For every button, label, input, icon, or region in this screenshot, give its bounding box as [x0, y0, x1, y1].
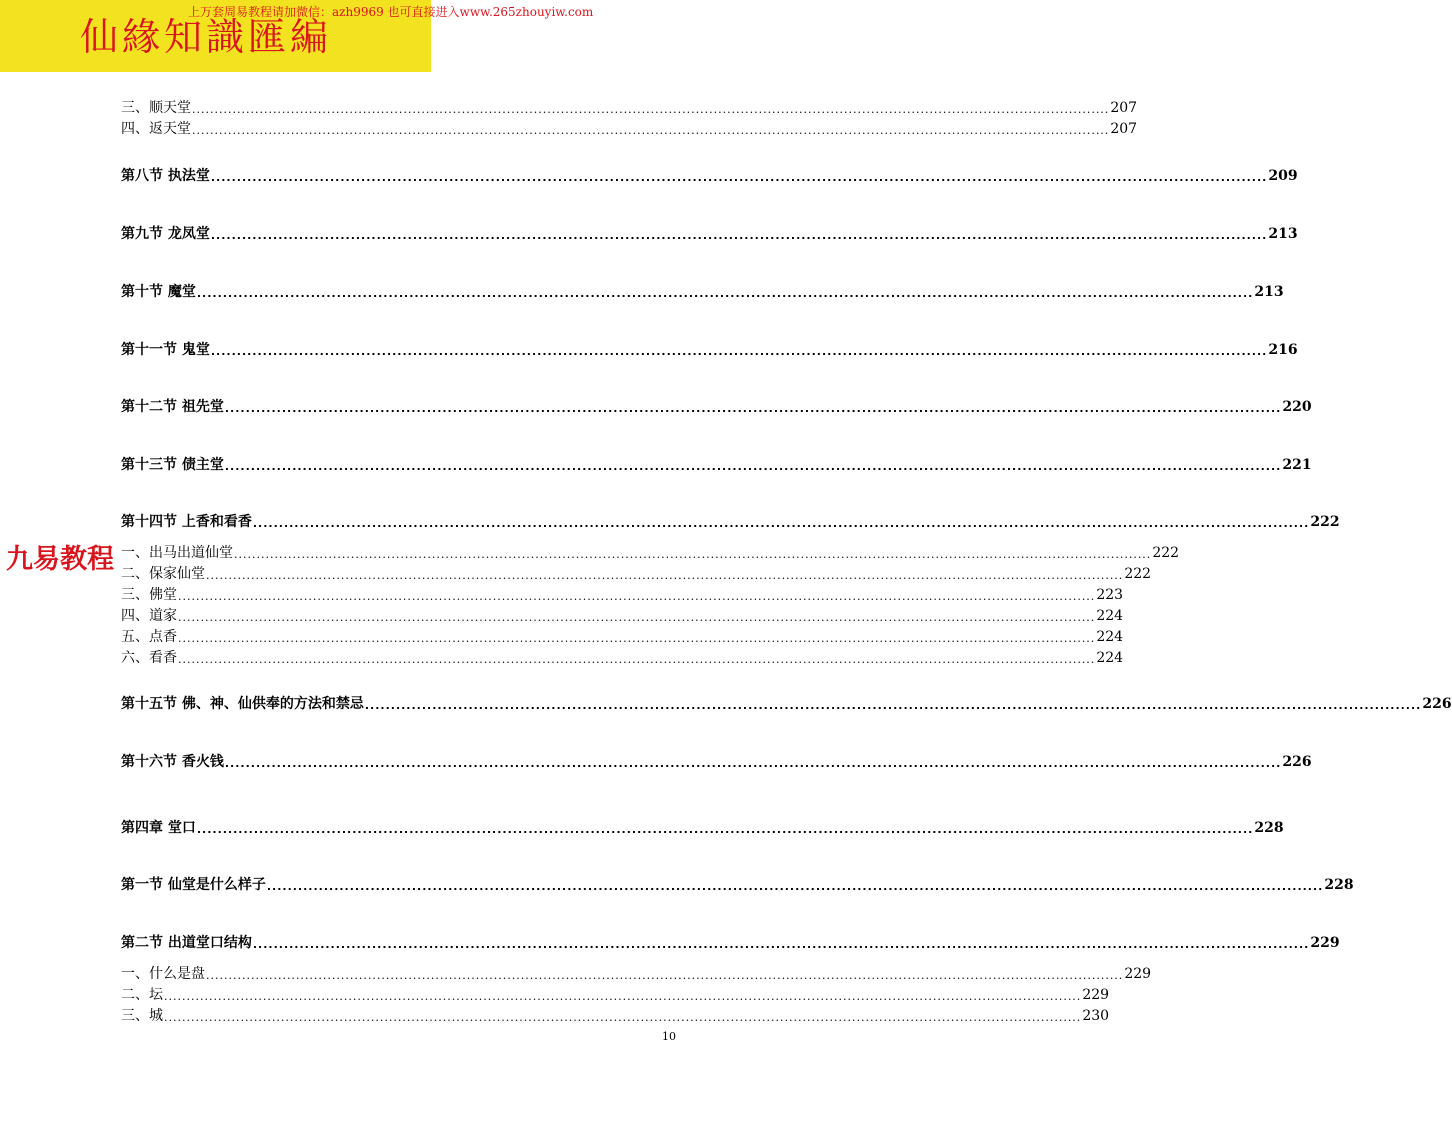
- toc-entry-label: 二、坛: [121, 987, 163, 1003]
- toc-leader: ............................................................................................................................................................................................................: [364, 699, 1422, 712]
- toc-entry-label: 四、道家: [121, 608, 177, 624]
- toc-entry-label: 第十六节 香火钱: [121, 754, 224, 770]
- toc-entry-label: 一、什么是盘: [121, 966, 205, 982]
- toc-entry-section[interactable]: [121, 165, 1298, 185]
- toc-entry[interactable]: [121, 984, 1110, 1004]
- toc-leader: ............................................................................................................................................................................................................: [178, 590, 1096, 603]
- toc-entry-section[interactable]: [121, 874, 1354, 894]
- toc-entry-page: 223: [1096, 587, 1124, 603]
- toc-entry-page: 221: [1282, 457, 1312, 473]
- toc-entry-label: 四、返天堂: [121, 121, 191, 137]
- toc-entry-section[interactable]: [121, 339, 1298, 359]
- toc-entry-section[interactable]: [121, 281, 1284, 301]
- toc-entry-page: 228: [1254, 820, 1284, 836]
- toc-leader: ............................................................................................................................................................................................................: [224, 460, 1282, 473]
- toc-entry-page: 207: [1110, 121, 1138, 137]
- banner-title: 仙緣知識匯編: [80, 15, 333, 59]
- toc-entry-label: 二、保家仙堂: [121, 566, 205, 582]
- toc-entry[interactable]: [121, 97, 1138, 117]
- toc-entry-page: 222: [1124, 566, 1152, 582]
- toc-entry-label: 第十节 魔堂: [121, 284, 196, 300]
- toc-leader: ............................................................................................................................................................................................................: [266, 880, 1324, 893]
- toc-entry[interactable]: [121, 584, 1124, 604]
- toc-entry-section[interactable]: [121, 454, 1312, 474]
- toc-entry-page: 224: [1096, 650, 1124, 666]
- toc-entry-label: 三、顺天堂: [121, 100, 191, 116]
- toc-leader: ............................................................................................................................................................................................................: [224, 757, 1282, 770]
- toc-entry-page: 229: [1310, 935, 1340, 951]
- toc-entry-page: 230: [1082, 1008, 1110, 1024]
- toc-entry[interactable]: [121, 542, 1180, 562]
- toc-entry[interactable]: [121, 605, 1124, 625]
- toc-entry-page: 229: [1082, 987, 1110, 1003]
- watermark-logo: 九易教程: [6, 543, 118, 577]
- toc-leader: ............................................................................................................................................................................................................: [196, 823, 1254, 836]
- toc-entry-page: 226: [1422, 696, 1452, 712]
- toc-entry-page: 224: [1096, 629, 1124, 645]
- toc-entry-label: 一、出马出道仙堂: [121, 545, 233, 561]
- toc-entry-section[interactable]: [121, 396, 1312, 416]
- toc-entry-label: 第四章 堂口: [121, 820, 196, 836]
- toc-leader: ............................................................................................................................................................................................................: [164, 1011, 1082, 1024]
- toc-leader: ............................................................................................................................................................................................................: [164, 990, 1082, 1003]
- toc-leader: ............................................................................................................................................................................................................: [252, 517, 1310, 530]
- toc-entry[interactable]: [121, 647, 1124, 667]
- toc-leader: ............................................................................................................................................................................................................: [210, 171, 1268, 184]
- toc-leader: ............................................................................................................................................................................................................: [192, 124, 1110, 137]
- toc-entry-chapter[interactable]: [121, 817, 1284, 837]
- toc-entry-page: 222: [1310, 514, 1340, 530]
- toc-leader: ............................................................................................................................................................................................................: [234, 548, 1152, 561]
- toc-entry-page: 224: [1096, 608, 1124, 624]
- toc-entry[interactable]: [121, 626, 1124, 646]
- toc-entry-page: 229: [1124, 966, 1152, 982]
- toc-entry-label: 三、佛堂: [121, 587, 177, 603]
- toc-leader: ............................................................................................................................................................................................................: [206, 569, 1124, 582]
- toc-entry[interactable]: [121, 118, 1138, 138]
- toc-entry-label: 第八节 执法堂: [121, 168, 210, 184]
- toc-entry[interactable]: [121, 1005, 1110, 1025]
- toc-leader: ............................................................................................................................................................................................................: [178, 653, 1096, 666]
- toc-entry-page: 213: [1268, 226, 1298, 242]
- toc-leader: ............................................................................................................................................................................................................: [196, 287, 1254, 300]
- toc-entry-section[interactable]: [121, 693, 1452, 713]
- toc-leader: ............................................................................................................................................................................................................: [192, 103, 1110, 116]
- toc-entry-label: 第十五节 佛、神、仙供奉的方法和禁忌: [121, 696, 364, 712]
- page-number: 10: [662, 1030, 676, 1043]
- toc-leader: ............................................................................................................................................................................................................: [210, 229, 1268, 242]
- toc-entry-page: 226: [1282, 754, 1312, 770]
- toc-entry-label: 五、点香: [121, 629, 177, 645]
- toc-leader: ............................................................................................................................................................................................................: [224, 402, 1282, 415]
- toc-leader: ............................................................................................................................................................................................................: [210, 345, 1268, 358]
- toc-entry-label: 三、城: [121, 1008, 163, 1024]
- toc-leader: ............................................................................................................................................................................................................: [178, 632, 1096, 645]
- header-note: 上万套周易教程请加微信：azh9969 也可直接进入www.265zhouyiw.com: [188, 5, 594, 19]
- toc-entry-section[interactable]: [121, 932, 1340, 952]
- toc-entry-label: 第十二节 祖先堂: [121, 399, 224, 415]
- toc-entry-section[interactable]: [121, 751, 1312, 771]
- toc-entry-page: 213: [1254, 284, 1284, 300]
- toc-entry-page: 209: [1268, 168, 1298, 184]
- toc-entry-label: 六、看香: [121, 650, 177, 666]
- toc-entry-page: 220: [1282, 399, 1312, 415]
- toc-leader: ............................................................................................................................................................................................................: [206, 969, 1124, 982]
- toc-entry-label: 第十一节 鬼堂: [121, 342, 210, 358]
- toc-entry-label: 第十四节 上香和看香: [121, 514, 252, 530]
- toc-entry-page: 222: [1152, 545, 1180, 561]
- toc-entry-page: 228: [1324, 877, 1354, 893]
- toc-entry-page: 207: [1110, 100, 1138, 116]
- toc-entry[interactable]: [121, 563, 1152, 583]
- toc-leader: ............................................................................................................................................................................................................: [178, 611, 1096, 624]
- toc-entry-page: 216: [1268, 342, 1298, 358]
- toc-entry-label: 第一节 仙堂是什么样子: [121, 877, 266, 893]
- toc-entry[interactable]: [121, 963, 1152, 983]
- toc-leader: ............................................................................................................................................................................................................: [252, 938, 1310, 951]
- toc-entry-label: 第九节 龙凤堂: [121, 226, 210, 242]
- toc-entry-section[interactable]: [121, 223, 1298, 243]
- toc-entry-label: 第二节 出道堂口结构: [121, 935, 252, 951]
- toc-entry-label: 第十三节 债主堂: [121, 457, 224, 473]
- toc-entry-section[interactable]: [121, 511, 1340, 531]
